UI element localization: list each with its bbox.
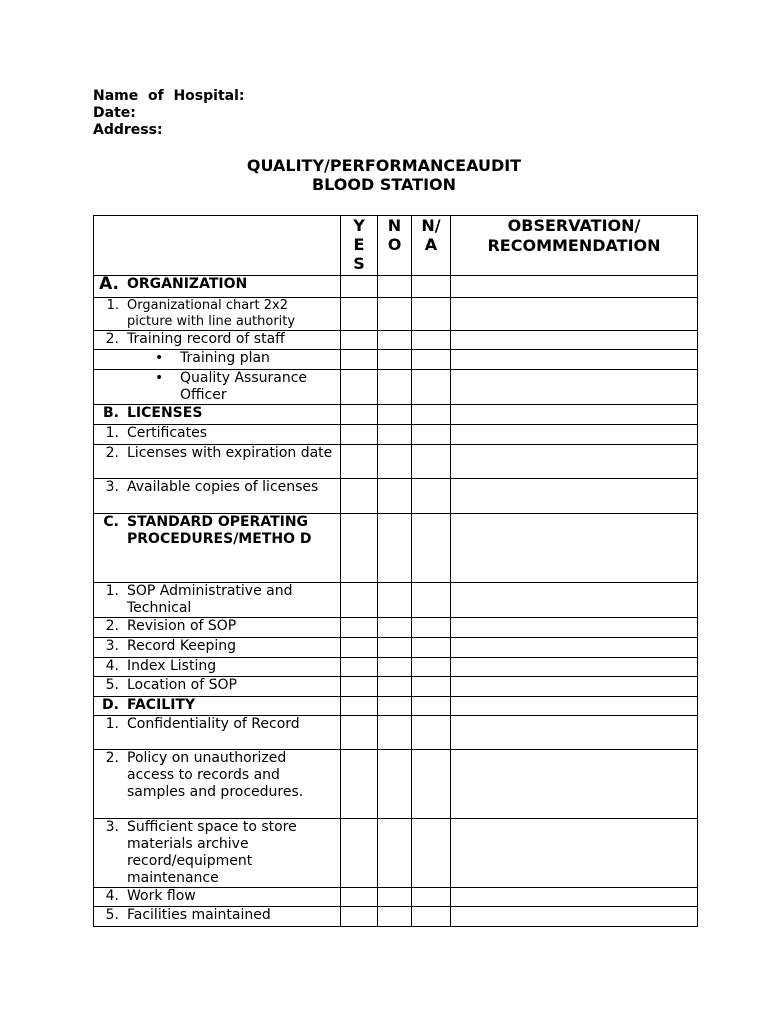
section-title: ORGANIZATION [127,276,248,292]
observation-cell[interactable] [451,350,698,370]
yes-cell[interactable] [341,350,378,370]
observation-cell[interactable] [451,479,698,514]
checklist-item-cell [94,583,341,618]
item-text: Index Listing [127,658,217,674]
section-heading [97,697,337,714]
na-cell[interactable] [412,276,451,298]
no-cell[interactable] [378,819,412,888]
item-number: 1. [105,425,119,441]
item-text: Licenses with expiration date [127,445,333,461]
yes-cell[interactable] [341,583,378,618]
table-row [94,514,698,583]
checklist-item-cell [94,638,341,658]
item-text: Organizational chart 2x2 picture with line authority [127,298,296,329]
table-row [94,819,698,888]
item-text: Revision of SOP [127,618,237,634]
checklist-item-cell [94,819,341,888]
observation-cell[interactable] [451,750,698,819]
table-row [94,716,698,750]
table-row [94,907,698,927]
yes-cell[interactable] [341,298,378,331]
no-cell[interactable] [378,907,412,927]
na-cell[interactable] [412,425,451,445]
table-row [94,583,698,618]
observation-cell[interactable] [451,888,698,907]
table-row [94,298,698,331]
section-title: FACILITY [127,697,196,713]
table-row [94,677,698,697]
yes-cell[interactable] [341,445,378,479]
observation-cell[interactable] [451,425,698,445]
na-cell[interactable] [412,658,451,677]
observation-cell[interactable] [451,638,698,658]
item-text: SOP Administrative and Technical [127,583,293,616]
table-row [94,638,698,658]
observation-cell[interactable] [451,276,698,298]
item-text: Policy on unauthorized access to records and samples and procedures. [127,750,304,800]
numbered-item [97,618,337,635]
checklist-item-cell [94,350,341,370]
item-column-header [94,216,341,276]
table-row [94,750,698,819]
checklist-item-cell [94,298,341,331]
numbered-item [97,638,337,655]
na-cell[interactable] [412,907,451,927]
item-number: 1. [105,583,119,599]
date-label: Date: [93,105,136,121]
yes-cell[interactable] [341,638,378,658]
yes-cell[interactable] [341,370,378,405]
item-number: 4. [105,888,119,904]
yes-cell[interactable] [341,888,378,907]
section-heading [97,276,337,293]
item-text: Facilities maintained [127,907,271,923]
checklist-item-cell [94,445,341,479]
bullet-icon: • [155,370,164,386]
numbered-item [97,658,337,675]
checklist-item-cell [94,658,341,677]
yes-cell[interactable] [341,677,378,697]
yes-column-header: Y E S [341,216,378,276]
table-row [94,370,698,405]
no-cell[interactable] [378,405,412,425]
title-line-1: QUALITY/PERFORMANCEAUDIT [246,156,522,175]
yes-cell[interactable] [341,405,378,425]
no-cell[interactable] [378,350,412,370]
section-letter: C. [103,514,119,530]
item-number: 2. [105,445,119,461]
yes-cell[interactable] [341,618,378,638]
observation-column-header: OBSERVATION/ RECOMMENDATION [451,216,698,276]
yes-cell[interactable] [341,479,378,514]
table-row [94,618,698,638]
audit-table [93,215,698,927]
no-cell[interactable] [378,677,412,697]
no-cell[interactable] [378,583,412,618]
item-number: 5. [105,677,119,693]
no-cell[interactable] [378,514,412,583]
na-cell[interactable] [412,350,451,370]
checklist-item-cell [94,750,341,819]
observation-cell[interactable] [451,907,698,927]
no-cell[interactable] [378,658,412,677]
numbered-item [97,677,337,694]
na-cell[interactable] [412,331,451,350]
na-column-header: N/ A [412,216,451,276]
no-column-header: N O [378,216,412,276]
section-letter: A. [99,274,119,294]
numbered-item [97,819,337,887]
checklist-item-cell [94,425,341,445]
yes-cell[interactable] [341,514,378,583]
table-row [94,405,698,425]
title-line-2: BLOOD STATION [311,175,457,194]
yes-cell[interactable] [341,331,378,350]
item-number: 1. [105,716,119,732]
table-row [94,276,698,298]
na-cell[interactable] [412,750,451,819]
numbered-item [97,479,337,496]
na-cell[interactable] [412,298,451,331]
item-text: Certificates [127,425,208,441]
numbered-item [97,716,337,733]
observation-cell[interactable] [451,697,698,716]
table-row [94,697,698,716]
item-number: 1. [106,298,119,313]
yes-cell[interactable] [341,276,378,298]
na-cell[interactable] [412,405,451,425]
checklist-item-cell [94,479,341,514]
no-cell[interactable] [378,298,412,331]
no-cell[interactable] [378,445,412,479]
item-number: 3. [105,638,119,654]
bullet-text: Training plan [180,350,270,366]
item-number: 5. [105,907,119,923]
numbered-item [97,907,337,924]
no-cell[interactable] [378,618,412,638]
section-letter: D. [102,697,119,713]
numbered-item [97,583,337,617]
na-cell[interactable] [412,677,451,697]
na-cell[interactable] [412,514,451,583]
bullet-item [97,350,337,367]
section-letter: B. [103,405,119,421]
na-cell[interactable] [412,370,451,405]
item-text: Record Keeping [127,638,237,654]
no-cell[interactable] [378,888,412,907]
section-title: STANDARD OPERATING PROCEDURES/METHO D [127,514,312,547]
no-cell[interactable] [378,276,412,298]
yes-cell[interactable] [341,425,378,445]
numbered-item [97,445,337,462]
header-fields [93,88,244,139]
observation-cell[interactable] [451,370,698,405]
observation-cell[interactable] [451,677,698,697]
observation-cell[interactable] [451,331,698,350]
observation-cell[interactable] [451,445,698,479]
yes-cell[interactable] [341,716,378,750]
checklist-item-cell [94,370,341,405]
numbered-item [97,298,337,330]
na-cell[interactable] [412,819,451,888]
table-row [94,658,698,677]
no-cell[interactable] [378,638,412,658]
checklist-item-cell [94,331,341,350]
table-row [94,350,698,370]
table-row [94,445,698,479]
hospital-name-label: Name of Hospital: [93,88,245,104]
yes-cell[interactable] [341,819,378,888]
observation-cell[interactable] [451,405,698,425]
no-cell[interactable] [378,750,412,819]
checklist-item-cell [94,618,341,638]
no-cell[interactable] [378,331,412,350]
numbered-item [97,331,337,348]
item-text: Training record of staff [127,331,285,347]
checklist-item-cell [94,888,341,907]
document-title [0,156,768,194]
bullet-item [97,370,337,404]
table-header-row [94,216,698,276]
audit-table-body [94,276,698,927]
na-cell[interactable] [412,697,451,716]
yes-cell[interactable] [341,658,378,677]
item-number: 4. [105,658,119,674]
table-row [94,425,698,445]
na-cell[interactable] [412,888,451,907]
checklist-item-cell [94,677,341,697]
na-cell[interactable] [412,583,451,618]
item-text: Work flow [127,888,196,904]
no-cell[interactable] [378,697,412,716]
observation-cell[interactable] [451,658,698,677]
item-number: 2. [105,750,119,766]
no-cell[interactable] [378,370,412,405]
checklist-item-cell [94,514,341,583]
section-title: LICENSES [127,405,203,421]
checklist-item-cell [94,907,341,927]
no-cell[interactable] [378,425,412,445]
numbered-item [97,425,337,442]
item-number: 3. [105,819,119,835]
no-cell[interactable] [378,716,412,750]
observation-cell[interactable] [451,298,698,331]
na-cell[interactable] [412,716,451,750]
na-cell[interactable] [412,638,451,658]
numbered-item [97,888,337,905]
no-cell[interactable] [378,479,412,514]
table-row [94,479,698,514]
item-number: 2. [105,618,119,634]
item-text: Available copies of licenses [127,479,319,495]
section-heading [97,514,337,548]
yes-cell[interactable] [341,750,378,819]
observation-cell[interactable] [451,716,698,750]
table-row [94,331,698,350]
address-label: Address: [93,122,163,138]
na-cell[interactable] [412,445,451,479]
na-cell[interactable] [412,479,451,514]
observation-cell[interactable] [451,583,698,618]
bullet-text: Quality Assurance Officer [180,370,308,403]
bullet-icon: • [155,350,164,366]
observation-cell[interactable] [451,618,698,638]
na-cell[interactable] [412,618,451,638]
item-text: Sufficient space to store materials archive record/equipment maintenance [127,819,297,886]
item-text: Location of SOP [127,677,237,693]
item-number: 2. [105,331,119,347]
yes-cell[interactable] [341,697,378,716]
checklist-item-cell [94,405,341,425]
section-heading [97,405,337,422]
checklist-item-cell [94,716,341,750]
item-number: 3. [105,479,119,495]
checklist-item-cell [94,697,341,716]
observation-cell[interactable] [451,819,698,888]
yes-cell[interactable] [341,907,378,927]
observation-cell[interactable] [451,514,698,583]
table-row [94,888,698,907]
numbered-item [97,750,337,801]
checklist-item-cell [94,276,341,298]
item-text: Confidentiality of Record [127,716,300,732]
